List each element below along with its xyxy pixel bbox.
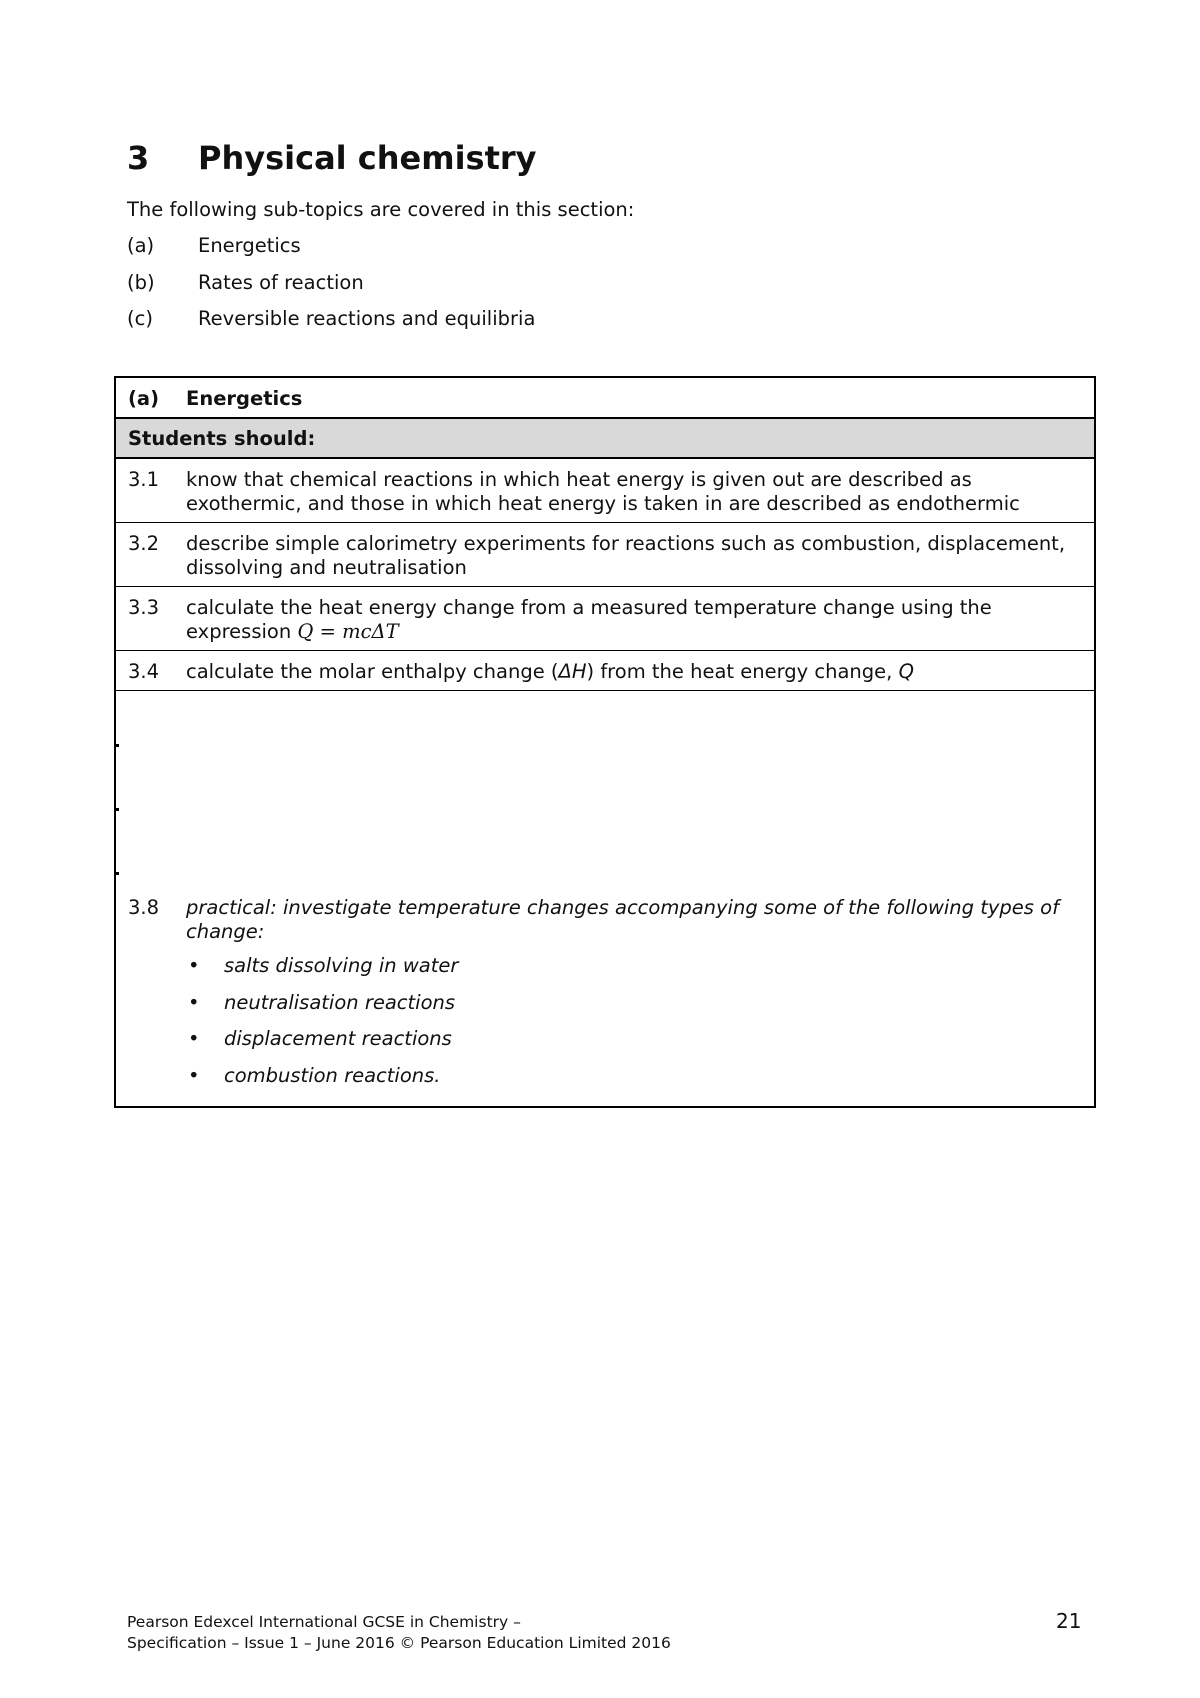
practical-row <box>115 887 1095 1107</box>
list-item <box>186 1027 1080 1064</box>
subtopic-key: (b) <box>127 270 155 294</box>
page-number: 21 <box>1056 1609 1082 1633</box>
bullet-icon: • <box>188 1063 200 1087</box>
table-row <box>115 523 1095 587</box>
list-item <box>186 1064 1080 1101</box>
heat-symbol: Q <box>898 660 914 683</box>
row-text-cell <box>186 587 1095 651</box>
enthalpy-symbol: ΔH <box>558 660 587 683</box>
section-title: Physical chemistry <box>198 139 537 177</box>
energetics-table <box>114 376 1096 1108</box>
table-row <box>115 458 1095 523</box>
students-should-label: Students should: <box>115 418 1095 458</box>
bullet-icon: • <box>188 1027 200 1050</box>
subtopic-list <box>127 232 535 342</box>
row-ref: 3.2 <box>115 523 186 587</box>
practical-text: practical: investigate temperature changes accompanying some of the following types of change: <box>186 896 1059 943</box>
list-item-text: salts dissolving in water <box>224 954 459 977</box>
row-ref: 3.1 <box>115 458 186 523</box>
students-should-row <box>115 418 1095 458</box>
list-item-text: neutralisation reactions <box>224 990 456 1014</box>
row-text: calculate the heat energy change from a measured temperature change using the expression <box>186 596 992 643</box>
margin-mark <box>116 808 119 811</box>
practical-bullet-list <box>186 954 1080 1100</box>
intro-text: The following sub-topics are covered in this section: <box>127 198 635 221</box>
row-text: describe simple calorimetry experiments for reactions such as combustion, displacement, dissolving and neutralisation <box>186 523 1095 587</box>
row-text-before: calculate the molar enthalpy change ( <box>186 660 559 683</box>
subtopic-item <box>127 305 535 342</box>
blank-row <box>115 691 1095 888</box>
subtopic-label: Reversible reactions and equilibria <box>198 307 536 330</box>
row-ref: 3.4 <box>115 651 186 691</box>
subtopic-label: Energetics <box>198 234 301 257</box>
row-text-cell <box>186 651 1095 691</box>
blank-cell <box>115 691 1095 888</box>
margin-mark <box>116 872 119 875</box>
table-row <box>115 651 1095 691</box>
formula: Q = mcΔT <box>297 620 399 643</box>
subtopic-key: (a) <box>127 234 155 257</box>
page-footer <box>127 1612 671 1654</box>
list-item-text: displacement reactions <box>224 1027 452 1050</box>
table-header-key: (a) <box>115 377 186 418</box>
list-item <box>186 991 1080 1028</box>
row-ref: 3.8 <box>115 887 186 1107</box>
row-ref: 3.3 <box>115 587 186 651</box>
subtopic-key: (c) <box>127 307 153 330</box>
row-text: know that chemical reactions in which heat energy is given out are described as exothermic, and those in which heat energy is taken in are described as endothermic <box>186 458 1095 523</box>
table-row <box>115 587 1095 651</box>
section-number: 3 <box>127 139 150 177</box>
footer-line: Specification – Issue 1 – June 2016 © Pearson Education Limited 2016 <box>127 1634 671 1652</box>
subtopic-item <box>127 232 535 269</box>
table-header-title: Energetics <box>186 377 1095 418</box>
footer-line: Pearson Edexcel International GCSE in Chemistry – <box>127 1613 521 1631</box>
subtopic-label: Rates of reaction <box>198 270 364 294</box>
subtopic-item <box>127 269 535 306</box>
bullet-icon: • <box>188 990 200 1014</box>
bullet-icon: • <box>188 954 200 977</box>
section-heading <box>127 136 537 180</box>
list-item-text: combustion reactions. <box>224 1063 441 1087</box>
margin-mark <box>116 744 119 747</box>
row-text-after: ) from the heat energy change, <box>586 660 893 683</box>
table-header-row <box>115 377 1095 418</box>
list-item <box>186 954 1080 991</box>
practical-cell <box>186 887 1095 1107</box>
